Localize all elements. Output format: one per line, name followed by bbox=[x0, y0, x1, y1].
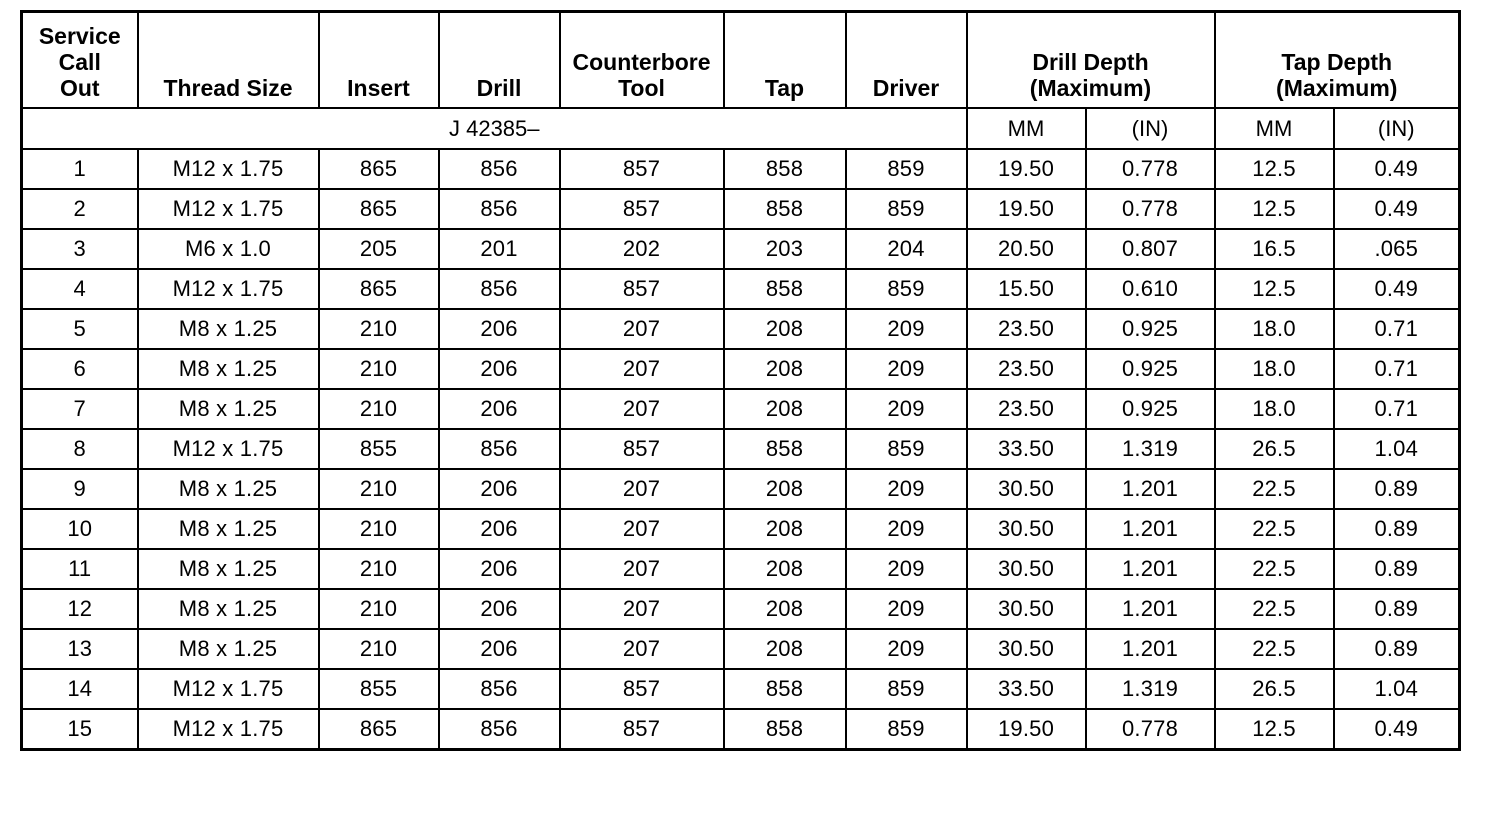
subheader-row bbox=[22, 108, 1460, 149]
cell-drill-depth-mm: 30.50 bbox=[967, 549, 1086, 589]
cell-insert: 865 bbox=[319, 269, 439, 309]
cell-tap-depth-in: 0.49 bbox=[1334, 189, 1460, 229]
cell-drill-depth-mm: 23.50 bbox=[967, 389, 1086, 429]
cell-drill-depth-mm: 33.50 bbox=[967, 429, 1086, 469]
cell-driver: 859 bbox=[846, 149, 967, 189]
cell-tap-depth-mm: 26.5 bbox=[1215, 669, 1334, 709]
cell-counterbore-tool: 207 bbox=[560, 309, 724, 349]
cell-thread-size: M12 x 1.75 bbox=[138, 429, 319, 469]
cell-tap-depth-mm: 18.0 bbox=[1215, 389, 1334, 429]
cell-thread-size: M8 x 1.25 bbox=[138, 629, 319, 669]
header-service-call-out: Service Call Out bbox=[22, 12, 138, 109]
cell-drill-depth-mm: 30.50 bbox=[967, 629, 1086, 669]
cell-drill-depth-mm: 19.50 bbox=[967, 709, 1086, 750]
cell-tap-depth-in: 0.49 bbox=[1334, 709, 1460, 750]
table-row bbox=[22, 349, 1460, 389]
cell-driver: 859 bbox=[846, 669, 967, 709]
cell-service-call-out: 1 bbox=[22, 149, 138, 189]
cell-drill: 856 bbox=[439, 429, 560, 469]
cell-tap-depth-mm: 12.5 bbox=[1215, 269, 1334, 309]
cell-tap: 208 bbox=[724, 389, 846, 429]
cell-thread-size: M12 x 1.75 bbox=[138, 269, 319, 309]
cell-drill-depth-in: 0.807 bbox=[1086, 229, 1215, 269]
cell-thread-size: M8 x 1.25 bbox=[138, 469, 319, 509]
cell-insert: 865 bbox=[319, 149, 439, 189]
cell-tap: 858 bbox=[724, 189, 846, 229]
cell-tap-depth-in: 0.89 bbox=[1334, 549, 1460, 589]
cell-insert: 210 bbox=[319, 349, 439, 389]
cell-drill: 206 bbox=[439, 549, 560, 589]
cell-drill-depth-in: 0.925 bbox=[1086, 349, 1215, 389]
cell-thread-size: M12 x 1.75 bbox=[138, 149, 319, 189]
table-row bbox=[22, 469, 1460, 509]
cell-service-call-out: 12 bbox=[22, 589, 138, 629]
cell-tap-depth-in: 0.49 bbox=[1334, 149, 1460, 189]
cell-tap-depth-in: 0.71 bbox=[1334, 389, 1460, 429]
cell-drill-depth-in: 0.610 bbox=[1086, 269, 1215, 309]
cell-counterbore-tool: 857 bbox=[560, 189, 724, 229]
cell-insert: 210 bbox=[319, 589, 439, 629]
cell-driver: 209 bbox=[846, 549, 967, 589]
header-counterbore-tool: Counterbore Tool bbox=[560, 12, 724, 109]
cell-drill-depth-in: 1.319 bbox=[1086, 669, 1215, 709]
table-row bbox=[22, 149, 1460, 189]
cell-insert: 210 bbox=[319, 509, 439, 549]
header-insert: Insert bbox=[319, 12, 439, 109]
cell-drill-depth-mm: 19.50 bbox=[967, 149, 1086, 189]
cell-drill-depth-in: 1.319 bbox=[1086, 429, 1215, 469]
cell-thread-size: M12 x 1.75 bbox=[138, 709, 319, 750]
table-row bbox=[22, 669, 1460, 709]
cell-drill-depth-in: 0.778 bbox=[1086, 149, 1215, 189]
cell-tap-depth-in: 0.89 bbox=[1334, 469, 1460, 509]
cell-tap-depth-mm: 22.5 bbox=[1215, 509, 1334, 549]
cell-drill-depth-in: 0.778 bbox=[1086, 189, 1215, 229]
cell-drill-depth-in: 0.925 bbox=[1086, 309, 1215, 349]
cell-service-call-out: 10 bbox=[22, 509, 138, 549]
cell-drill: 206 bbox=[439, 509, 560, 549]
cell-tap-depth-in: 0.71 bbox=[1334, 309, 1460, 349]
table-body bbox=[22, 149, 1460, 750]
drill-depth-in-unit: (IN) bbox=[1086, 108, 1215, 149]
tap-depth-in-unit: (IN) bbox=[1334, 108, 1460, 149]
cell-insert: 855 bbox=[319, 669, 439, 709]
cell-counterbore-tool: 857 bbox=[560, 669, 724, 709]
cell-thread-size: M8 x 1.25 bbox=[138, 589, 319, 629]
cell-tap-depth-mm: 22.5 bbox=[1215, 589, 1334, 629]
cell-tap: 208 bbox=[724, 549, 846, 589]
cell-drill: 856 bbox=[439, 149, 560, 189]
cell-driver: 209 bbox=[846, 349, 967, 389]
cell-tap-depth-in: 1.04 bbox=[1334, 429, 1460, 469]
cell-service-call-out: 8 bbox=[22, 429, 138, 469]
cell-tap: 208 bbox=[724, 509, 846, 549]
table-row bbox=[22, 429, 1460, 469]
cell-tap: 858 bbox=[724, 269, 846, 309]
cell-drill-depth-in: 1.201 bbox=[1086, 469, 1215, 509]
cell-drill-depth-in: 0.778 bbox=[1086, 709, 1215, 750]
cell-tap-depth-mm: 16.5 bbox=[1215, 229, 1334, 269]
header-row bbox=[22, 12, 1460, 109]
cell-tap-depth-mm: 12.5 bbox=[1215, 149, 1334, 189]
cell-tap: 858 bbox=[724, 709, 846, 750]
cell-insert: 210 bbox=[319, 469, 439, 509]
cell-counterbore-tool: 202 bbox=[560, 229, 724, 269]
table-row bbox=[22, 229, 1460, 269]
cell-drill: 856 bbox=[439, 269, 560, 309]
cell-drill: 206 bbox=[439, 309, 560, 349]
cell-drill: 206 bbox=[439, 389, 560, 429]
cell-tap-depth-mm: 12.5 bbox=[1215, 709, 1334, 750]
cell-drill-depth-mm: 19.50 bbox=[967, 189, 1086, 229]
cell-counterbore-tool: 207 bbox=[560, 589, 724, 629]
cell-counterbore-tool: 857 bbox=[560, 429, 724, 469]
header-thread-size: Thread Size bbox=[138, 12, 319, 109]
cell-thread-size: M6 x 1.0 bbox=[138, 229, 319, 269]
cell-drill-depth-mm: 23.50 bbox=[967, 309, 1086, 349]
header-driver: Driver bbox=[846, 12, 967, 109]
cell-service-call-out: 2 bbox=[22, 189, 138, 229]
cell-tap: 208 bbox=[724, 629, 846, 669]
cell-insert: 865 bbox=[319, 189, 439, 229]
drill-depth-mm-unit: MM bbox=[967, 108, 1086, 149]
cell-tap: 208 bbox=[724, 309, 846, 349]
cell-tap-depth-in: 0.49 bbox=[1334, 269, 1460, 309]
cell-service-call-out: 3 bbox=[22, 229, 138, 269]
table-row bbox=[22, 709, 1460, 750]
cell-service-call-out: 11 bbox=[22, 549, 138, 589]
cell-insert: 210 bbox=[319, 309, 439, 349]
cell-tap-depth-in: 0.71 bbox=[1334, 349, 1460, 389]
cell-drill: 201 bbox=[439, 229, 560, 269]
table-row bbox=[22, 269, 1460, 309]
table-row bbox=[22, 509, 1460, 549]
cell-drill-depth-mm: 30.50 bbox=[967, 589, 1086, 629]
table-row bbox=[22, 589, 1460, 629]
cell-tap-depth-mm: 22.5 bbox=[1215, 629, 1334, 669]
cell-driver: 209 bbox=[846, 589, 967, 629]
cell-service-call-out: 5 bbox=[22, 309, 138, 349]
cell-counterbore-tool: 207 bbox=[560, 549, 724, 589]
cell-tap-depth-mm: 26.5 bbox=[1215, 429, 1334, 469]
cell-tap-depth-mm: 22.5 bbox=[1215, 549, 1334, 589]
cell-counterbore-tool: 207 bbox=[560, 389, 724, 429]
cell-drill-depth-mm: 33.50 bbox=[967, 669, 1086, 709]
tap-depth-mm-unit: MM bbox=[1215, 108, 1334, 149]
header-tap-depth: Tap Depth (Maximum) bbox=[1215, 12, 1460, 109]
cell-counterbore-tool: 207 bbox=[560, 509, 724, 549]
cell-counterbore-tool: 207 bbox=[560, 469, 724, 509]
cell-drill-depth-in: 1.201 bbox=[1086, 509, 1215, 549]
cell-service-call-out: 4 bbox=[22, 269, 138, 309]
cell-driver: 859 bbox=[846, 709, 967, 750]
cell-tap: 203 bbox=[724, 229, 846, 269]
cell-drill-depth-in: 0.925 bbox=[1086, 389, 1215, 429]
cell-insert: 210 bbox=[319, 549, 439, 589]
header-tap: Tap bbox=[724, 12, 846, 109]
cell-service-call-out: 14 bbox=[22, 669, 138, 709]
cell-driver: 209 bbox=[846, 389, 967, 429]
cell-tap-depth-in: .065 bbox=[1334, 229, 1460, 269]
cell-insert: 855 bbox=[319, 429, 439, 469]
cell-driver: 209 bbox=[846, 629, 967, 669]
cell-tap-depth-mm: 12.5 bbox=[1215, 189, 1334, 229]
cell-tap-depth-in: 0.89 bbox=[1334, 589, 1460, 629]
cell-thread-size: M8 x 1.25 bbox=[138, 349, 319, 389]
kit-number-cell: J 42385– bbox=[22, 108, 967, 149]
cell-tap: 858 bbox=[724, 669, 846, 709]
cell-service-call-out: 6 bbox=[22, 349, 138, 389]
cell-drill: 856 bbox=[439, 189, 560, 229]
cell-drill: 206 bbox=[439, 589, 560, 629]
header-drill: Drill bbox=[439, 12, 560, 109]
cell-tap: 208 bbox=[724, 589, 846, 629]
table-row bbox=[22, 549, 1460, 589]
cell-tap-depth-mm: 22.5 bbox=[1215, 469, 1334, 509]
cell-insert: 205 bbox=[319, 229, 439, 269]
thread-repair-spec-table bbox=[20, 10, 1461, 751]
cell-tap: 858 bbox=[724, 149, 846, 189]
cell-thread-size: M12 x 1.75 bbox=[138, 189, 319, 229]
table-row bbox=[22, 629, 1460, 669]
cell-counterbore-tool: 207 bbox=[560, 349, 724, 389]
cell-drill: 206 bbox=[439, 349, 560, 389]
cell-driver: 209 bbox=[846, 469, 967, 509]
cell-driver: 209 bbox=[846, 309, 967, 349]
cell-drill: 206 bbox=[439, 629, 560, 669]
cell-driver: 859 bbox=[846, 189, 967, 229]
cell-tap-depth-in: 1.04 bbox=[1334, 669, 1460, 709]
cell-drill-depth-in: 1.201 bbox=[1086, 549, 1215, 589]
cell-drill-depth-mm: 30.50 bbox=[967, 469, 1086, 509]
cell-driver: 859 bbox=[846, 269, 967, 309]
cell-driver: 859 bbox=[846, 429, 967, 469]
cell-tap-depth-in: 0.89 bbox=[1334, 629, 1460, 669]
header-drill-depth: Drill Depth (Maximum) bbox=[967, 12, 1215, 109]
cell-insert: 865 bbox=[319, 709, 439, 750]
cell-drill-depth-in: 1.201 bbox=[1086, 629, 1215, 669]
cell-drill-depth-mm: 30.50 bbox=[967, 509, 1086, 549]
table-row bbox=[22, 189, 1460, 229]
cell-service-call-out: 13 bbox=[22, 629, 138, 669]
cell-counterbore-tool: 207 bbox=[560, 629, 724, 669]
cell-tap: 208 bbox=[724, 349, 846, 389]
cell-tap-depth-mm: 18.0 bbox=[1215, 309, 1334, 349]
cell-service-call-out: 9 bbox=[22, 469, 138, 509]
cell-drill-depth-mm: 15.50 bbox=[967, 269, 1086, 309]
cell-tap-depth-mm: 18.0 bbox=[1215, 349, 1334, 389]
cell-counterbore-tool: 857 bbox=[560, 149, 724, 189]
cell-drill: 206 bbox=[439, 469, 560, 509]
cell-service-call-out: 7 bbox=[22, 389, 138, 429]
cell-drill-depth-mm: 23.50 bbox=[967, 349, 1086, 389]
cell-drill: 856 bbox=[439, 709, 560, 750]
cell-insert: 210 bbox=[319, 629, 439, 669]
cell-thread-size: M8 x 1.25 bbox=[138, 509, 319, 549]
cell-service-call-out: 15 bbox=[22, 709, 138, 750]
cell-tap-depth-in: 0.89 bbox=[1334, 509, 1460, 549]
cell-insert: 210 bbox=[319, 389, 439, 429]
cell-driver: 209 bbox=[846, 509, 967, 549]
cell-drill-depth-mm: 20.50 bbox=[967, 229, 1086, 269]
cell-drill: 856 bbox=[439, 669, 560, 709]
cell-counterbore-tool: 857 bbox=[560, 269, 724, 309]
cell-driver: 204 bbox=[846, 229, 967, 269]
table-row bbox=[22, 389, 1460, 429]
cell-tap: 858 bbox=[724, 429, 846, 469]
cell-thread-size: M12 x 1.75 bbox=[138, 669, 319, 709]
cell-thread-size: M8 x 1.25 bbox=[138, 309, 319, 349]
cell-thread-size: M8 x 1.25 bbox=[138, 389, 319, 429]
table-row bbox=[22, 309, 1460, 349]
cell-thread-size: M8 x 1.25 bbox=[138, 549, 319, 589]
cell-counterbore-tool: 857 bbox=[560, 709, 724, 750]
cell-drill-depth-in: 1.201 bbox=[1086, 589, 1215, 629]
cell-tap: 208 bbox=[724, 469, 846, 509]
